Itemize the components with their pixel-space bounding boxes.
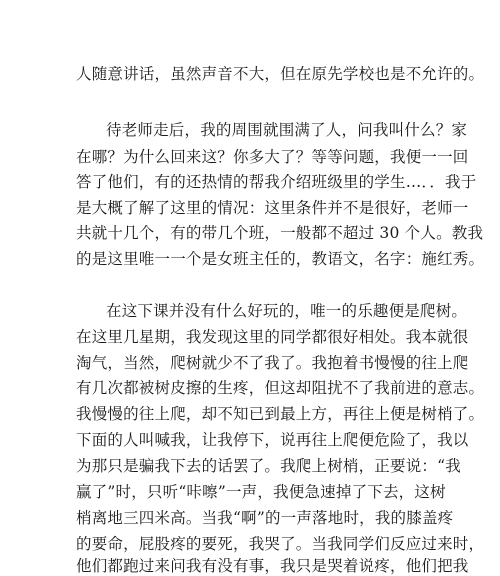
paragraph-3-line-4: 有几次都被树皮擦的生疼，但这却阻扰不了我前进的意志。 bbox=[76, 379, 485, 397]
paragraph-3-line-7: 为那只是骗我下去的话罢了。我爬上树梢，正要说：“我 bbox=[76, 457, 461, 475]
paragraph-3-line-5: 我慢慢的往上爬，却不知已到最上方，再往上便是树梢了。 bbox=[76, 405, 485, 423]
paragraph-3-line-8: 赢了”时，只听“咔嚓”一声，我便急速掉了下去，这树 bbox=[76, 483, 446, 501]
paragraph-2-line-3: 答了他们，有的还热情的帮我介绍班级里的学生…．．我于 bbox=[76, 173, 477, 191]
paragraph-2-line-1: 待老师走后，我的周围就围满了人，问我叫什么？家 bbox=[106, 121, 468, 139]
paragraph-2-line-6: 的是这里唯一一个是女班主任的，教语文，名字：施红秀。 bbox=[76, 250, 485, 268]
paragraph-2-line-4: 是大概了解了这里的情况：这里条件并不是很好，老师一 bbox=[76, 199, 469, 217]
paragraph-3-line-9: 梢离地三四米高。当我“啊”的一声落地时，我的膝盖疼 bbox=[76, 509, 454, 527]
paragraph-1-line-1: 人随意讲话，虽然声音不大，但在原先学校也是不允许的。 bbox=[76, 65, 485, 83]
paragraph-3-line-3: 淘气，当然，爬树就少不了我了。我抱着书慢慢的往上爬 bbox=[76, 354, 469, 372]
paragraph-3-line-10: 的要命，屁股疼的要死，我哭了。当我同学们反应过来时， bbox=[76, 535, 485, 553]
paragraph-3-line-1: 在这下课并没有什么好玩的，唯一的乐趣便是爬树。 bbox=[106, 302, 468, 320]
paragraph-3-line-6: 下面的人叫喊我，让我停下，说再往上爬便危险了，我以 bbox=[76, 431, 469, 449]
paragraph-2-line-2: 在哪？为什么回来这？你多大了？等等问题，我便一一回 bbox=[76, 148, 469, 166]
paragraph-2-line-5: 共就十几个，有的带几个班，一般都不超过 30 个人。教我 bbox=[76, 224, 484, 242]
paragraph-3-line-11: 他们都跑过来问我有没有事，我只是哭着说疼，他们把我 bbox=[76, 557, 469, 575]
paragraph-3-line-2: 在这里几星期，我发现这里的同学都很好相处。我本就很 bbox=[76, 328, 469, 346]
